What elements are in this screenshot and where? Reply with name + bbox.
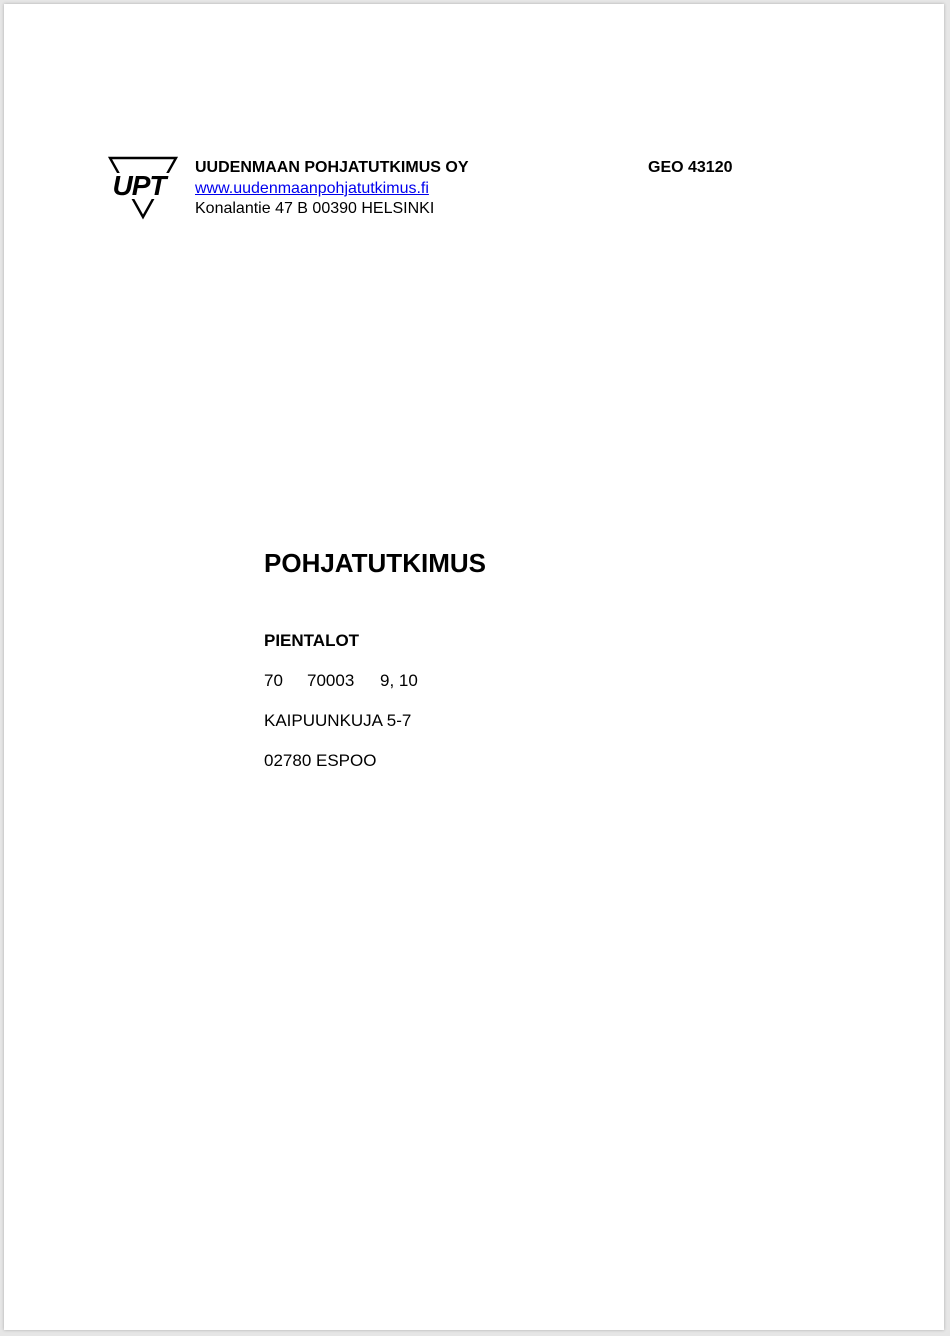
plot-part-2: 70003: [307, 671, 355, 690]
logo-text: UPT: [112, 170, 166, 201]
company-address: Konalantie 47 B 00390 HELSINKI: [195, 200, 435, 217]
company-website-link[interactable]: www.uudenmaanpohjatutkimus.fi: [195, 180, 429, 197]
site-street-address: KAIPUUNKUJA 5-7: [264, 711, 412, 730]
site-city: 02780 ESPOO: [264, 751, 377, 770]
plot-part-3: 9, 10: [380, 671, 418, 690]
document-title: POHJATUTKIMUS: [264, 548, 486, 578]
document-subtitle: PIENTALOT: [264, 631, 360, 650]
plot-part-1: 70: [264, 671, 283, 690]
company-name: UUDENMAAN POHJATUTKIMUS OY: [195, 159, 469, 176]
company-logo: [98, 155, 180, 221]
upt-logo-icon: [98, 155, 180, 221]
document-page: [4, 4, 944, 1330]
document-code: GEO 43120: [648, 159, 733, 176]
